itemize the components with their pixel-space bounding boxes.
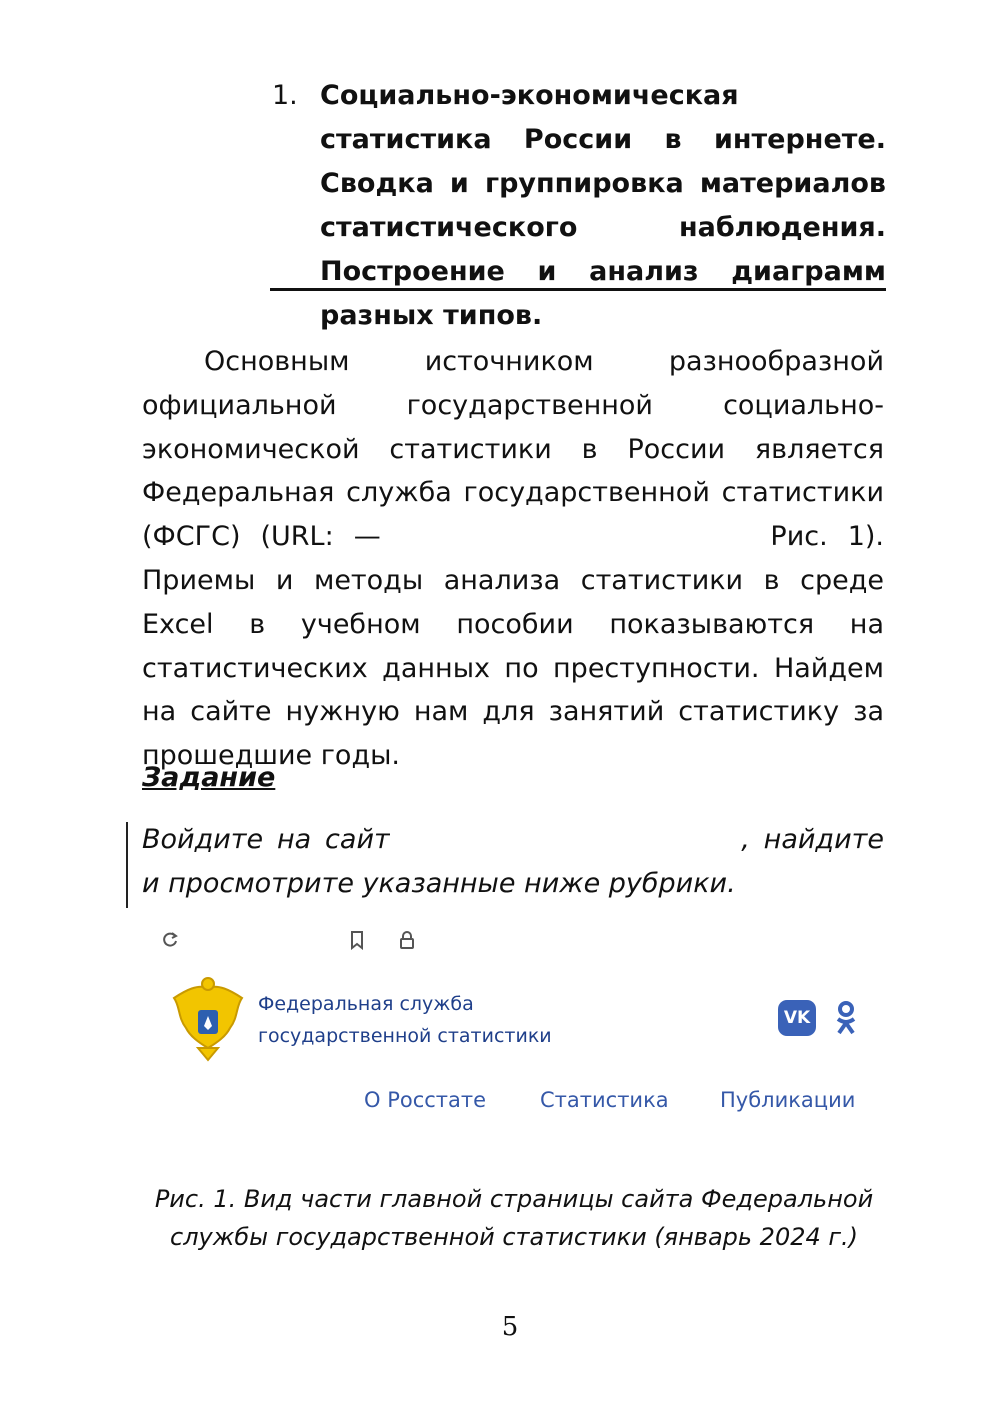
nav-statistics[interactable]: Статистика	[540, 1088, 669, 1112]
task-label: Задание	[142, 762, 276, 793]
site-title-line2: государственной статистики	[258, 1025, 552, 1047]
lock-icon	[398, 930, 416, 954]
reload-icon[interactable]	[160, 930, 180, 954]
nav-publications[interactable]: Публикации	[720, 1088, 856, 1112]
task-text-part1: Войдите на сайт	[142, 824, 390, 855]
section-number: 1.	[272, 80, 298, 111]
site-title-line1: Федеральная служба	[258, 993, 474, 1015]
redacted-url	[401, 515, 751, 559]
odnoklassniki-icon[interactable]	[834, 1000, 858, 1036]
body-text-part2: Рис. 1). Приемы и методы анализа статистики в среде Excel в учебном пособии показываются на статистических данных по преступности. Найдем на сайте нужную нам для занятий статистику за прошедшие годы.	[142, 521, 884, 772]
rosstat-emblem-icon	[168, 976, 248, 1062]
redacted-site	[390, 818, 742, 862]
bookmark-icon[interactable]	[348, 930, 366, 954]
vk-icon[interactable]: VK	[778, 1000, 816, 1036]
body-paragraph	[142, 340, 884, 778]
site-title[interactable]	[258, 988, 552, 1052]
figure-caption: Рис. 1. Вид части главной страницы сайта Федеральной службы государственной статистики (январь 2024 г.)	[154, 1185, 874, 1251]
nav-about[interactable]: О Росстате	[364, 1088, 487, 1112]
page-number: 5	[501, 1312, 519, 1342]
task-text	[142, 818, 884, 906]
heading-underline	[270, 288, 886, 291]
section-heading	[272, 74, 886, 338]
task-text-part2: , найдите и просмотрите указанные ниже рубрики.	[142, 824, 884, 899]
body-text-part1: Основным источником разнообразной официальной государственной социально-экономической статистики в России является Федеральная служба государственной статистики (ФСГС) (URL: —	[142, 346, 884, 553]
section-title: Социально-экономическая статистика России в интернете. Сводка и группировка материалов статистического наблюдения. Построение и анализ диаграмм разных типов.	[320, 80, 886, 331]
task-margin-bar	[126, 822, 128, 908]
